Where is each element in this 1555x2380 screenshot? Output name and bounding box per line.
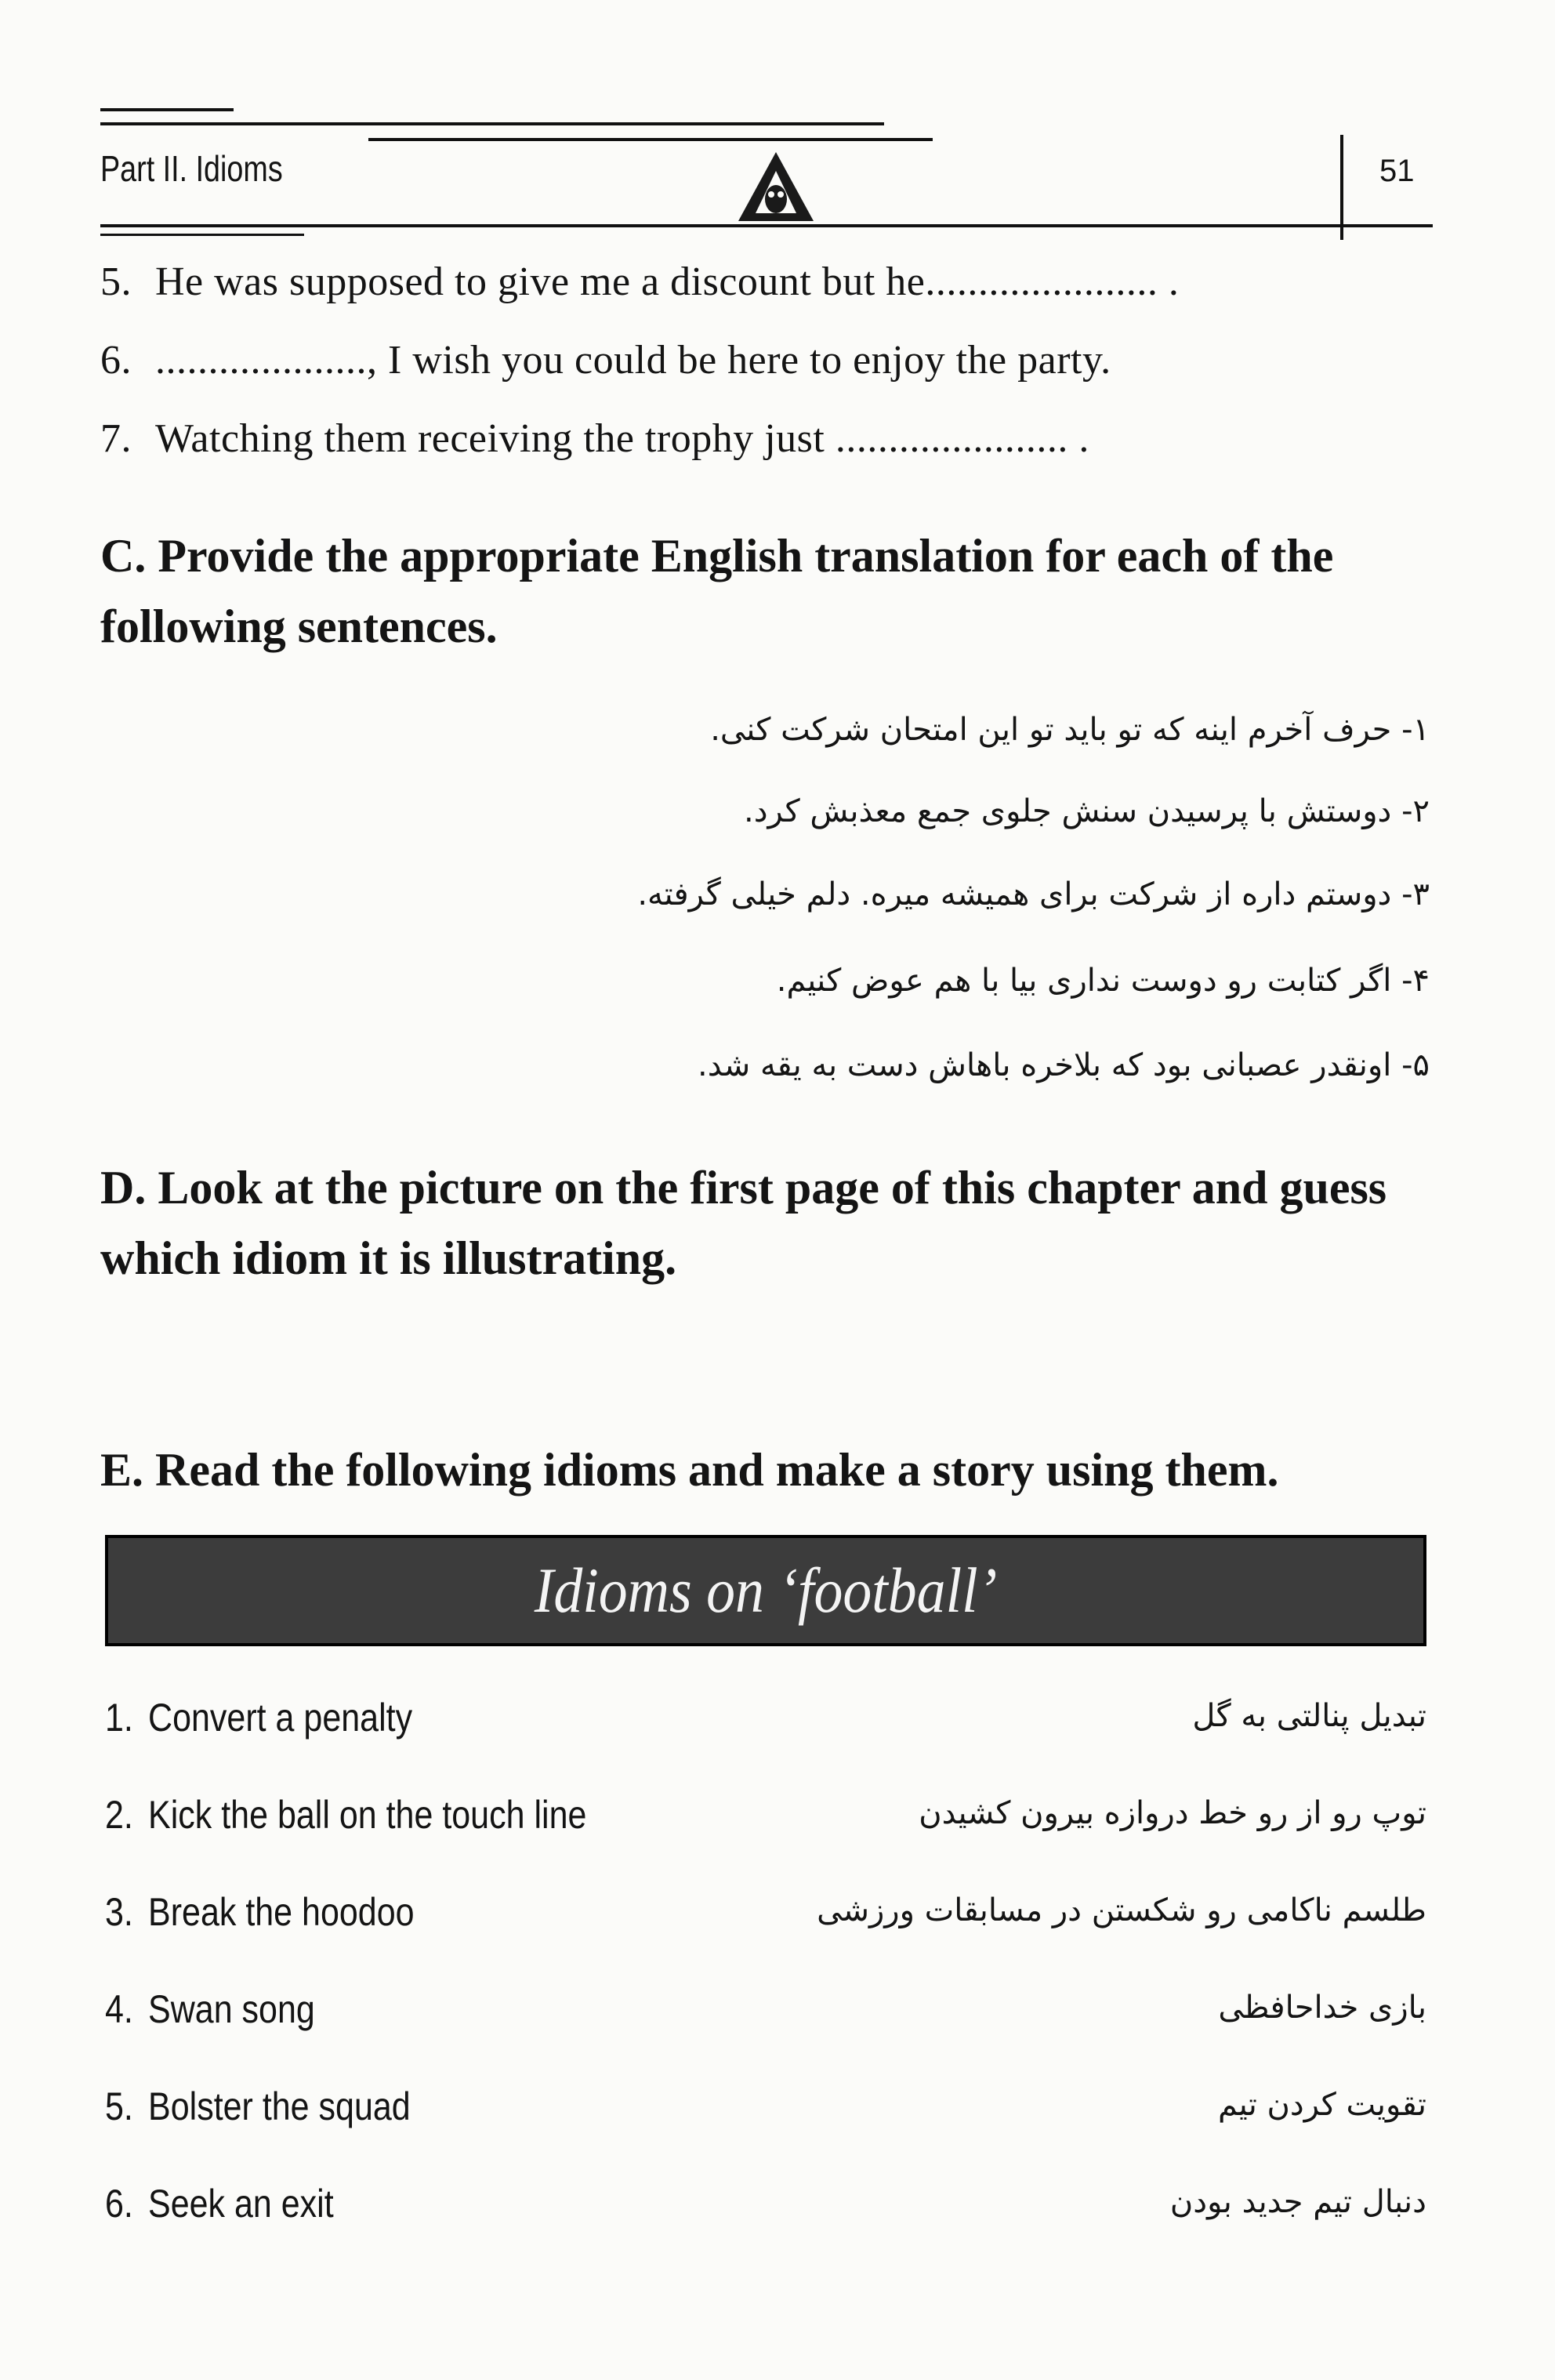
exercise-line [100, 259, 1179, 305]
section-d-heading: D. Look at the picture on the first page of this chapter and guess which idiom it is illustrating. [100, 1162, 1387, 1284]
idioms-banner [105, 1535, 1426, 1646]
idiom-english [105, 1792, 586, 1838]
idiom-row [105, 2084, 1426, 2139]
exercise-line-text: Watching them receiving the trophy just ...................... . [155, 416, 1089, 461]
idiom-english-text: Bolster the squad [148, 2084, 411, 2128]
exercise-line [100, 415, 1089, 462]
idiom-english [105, 2181, 334, 2226]
persian-sentence: ۳- دوستم داره از شرکت برای همیشه میره. دلم خیلی گرفته. [637, 876, 1430, 912]
exercise-line-number: 6. [100, 338, 132, 383]
idiom-english [105, 1986, 315, 2032]
idiom-persian: بازی خداحافظی [1218, 1990, 1426, 2026]
idiom-persian: تقویت کردن تیم [1218, 2087, 1426, 2123]
persian-sentence: ۲- دوستش با پرسیدن سنش جلوی جمع معذبش کرد. [744, 793, 1430, 829]
exercise-line-text: He was supposed to give me a discount but he...................... . [155, 259, 1180, 304]
idiom-persian: طلسم ناکامی رو شکستن در مسابقات ورزشی [817, 1892, 1426, 1928]
exercise-line-text: ...................., I wish you could be here to enjoy the party. [155, 338, 1111, 383]
idioms-banner-title: Idioms on ‘football’ [534, 1555, 998, 1626]
persian-sentence: ۱- حرف آخرم اینه که تو باید تو این امتحان شرکت کنی. [710, 712, 1430, 748]
header-rule-top-long [100, 122, 884, 125]
section-c-heading: C. Provide the appropriate English translation for each of the following sentences. [100, 530, 1334, 652]
idiom-english-text: Kick the ball on the touch line [148, 1793, 587, 1837]
idiom-english [105, 1695, 412, 1740]
idiom-number: 6. [105, 2182, 133, 2226]
page-number: 51 [1379, 154, 1415, 188]
idiom-english-text: Swan song [148, 1987, 315, 2031]
exercise-line [100, 337, 1111, 383]
header-rule-top-short [100, 108, 234, 111]
exercise-line-number: 5. [100, 259, 132, 304]
page-header-title: Part II. Idioms [100, 148, 283, 189]
idiom-number: 1. [105, 1696, 133, 1740]
header-rule-bottom-short [100, 234, 304, 236]
idiom-row [105, 1889, 1426, 1944]
idiom-english [105, 1889, 415, 1935]
idiom-number: 3. [105, 1890, 133, 1934]
idiom-persian: تبدیل پنالتی به گل [1192, 1698, 1426, 1734]
idiom-row [105, 1792, 1426, 1847]
header-rule-vertical [1340, 135, 1343, 240]
idiom-number: 2. [105, 1793, 133, 1837]
idiom-row [105, 1986, 1426, 2041]
persian-sentence: ۵- اونقدر عصبانی بود که بلاخره باهاش دست به یقه شد. [698, 1047, 1430, 1083]
section-e-heading: E. Read the following idioms and make a story using them. [100, 1444, 1279, 1496]
exercise-line-number: 7. [100, 416, 132, 461]
idiom-number: 4. [105, 1987, 133, 2031]
idiom-row [105, 1695, 1426, 1750]
idiom-english [105, 2084, 411, 2129]
persian-sentence: ۴- اگر کتابت رو دوست نداری بیا با هم عوض کنیم. [776, 963, 1430, 999]
owl-logo-icon [729, 147, 823, 226]
idiom-english-text: Seek an exit [148, 2182, 334, 2226]
idiom-persian: توپ رو از رو خط دروازه بیرون کشیدن [919, 1795, 1426, 1831]
idiom-row [105, 2181, 1426, 2236]
idiom-number: 5. [105, 2084, 133, 2128]
idiom-persian: دنبال تیم جدید بودن [1169, 2184, 1426, 2220]
header-rule-top-mid [368, 138, 933, 141]
idiom-english-text: Convert a penalty [148, 1696, 413, 1740]
idiom-english-text: Break the hoodoo [148, 1890, 415, 1934]
